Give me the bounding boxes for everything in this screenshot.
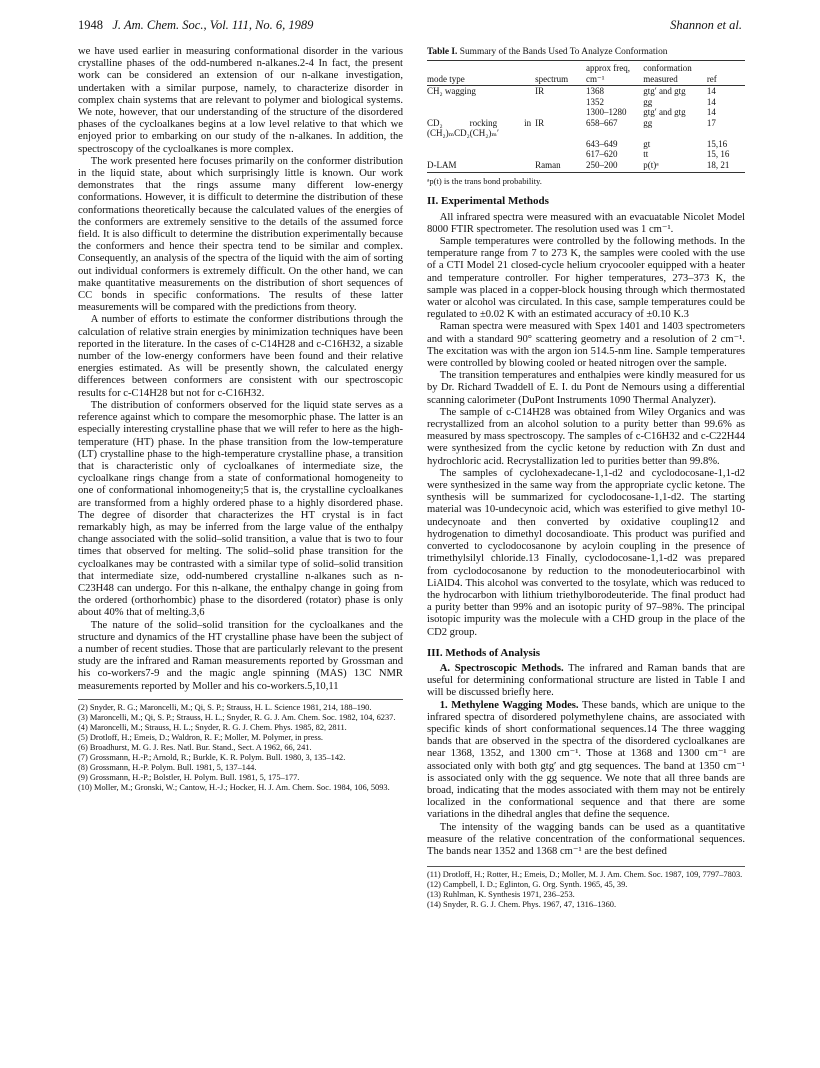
table-cell: 658–667 [585,117,618,128]
footnote: (6) Broadhurst, M. G. J. Res. Natl. Bur. Stand., Sect. A 1962, 66, 241. [78,742,312,752]
table-row [427,97,745,108]
table-cell: 617–620 [585,149,618,160]
table-cell: 17 [706,117,716,128]
bands-table [427,60,745,173]
paragraph [427,663,745,700]
paragraph: The samples of cyclohexadecane-1,1-d2 and cyclodocosane-1,1-d2 were synthesized in the same way from the appropriate cyclic ketone. The synthesis will be summarized for cyclodocosane-1,1-d2. The starting material was 10-undecynoic acid, which was esterified to give methyl 10-undecynoate and then converted by oxidative coupling12 and hydrogenation to dimethyl docosandioate. This product was purified and converted to cyclodocosanone by acyloin coupling in the presence of trimethylsilyl chloride.13 Finally, cyclodocosane-1,1-d2 was prepared from cyclodocosanone by reduction to the monodeuteriocarbinol with LiAlD4. This alcohol was converted to the tosylate, which was reduced to the hydrocarbon with lithium triethylborodeuteride. The final product had a purity better than 99% and an isotopic purity of 97–98%. The principal isotopic impurity was the molecule with a CHD group in the place of the CD2 group. [427,467,745,638]
table-cell: 1368 [585,86,604,97]
table-cell: 14 [706,96,716,107]
table-cell [535,107,586,118]
paragraph: we have used earlier in measuring conformational disorder in the various crystalline phases of the odd-numbered n-alkanes.2-4 In fact, the present work can be considered an extension of our n-alkane investigation, undertaken with a similar purpose, namely, to characterize disorder in complex chain systems that are relevant to polymer and biological systems. We note, however, that our understanding of the structure of the disordered phases of the cycloalkanes begins at a low level relative to that which we enjoyed prior to embarking on our study of the n-alkanes. In addition, the spectroscopy of the cycloalkanes is more complex. [78,46,403,155]
footnote: (9) Grossmann, H.-P.; Bolstler, H. Polym. Bull. 1981, 5, 175–177. [78,772,300,782]
table-cell: 14 [706,86,716,97]
table-cell: 15,16 [706,138,728,149]
table-cell [427,107,535,118]
paragraph: The transition temperatures and enthalpies were kindly measured for us by Dr. Richard Twaddell of E. I. du Pont de Nemours using a differential scanning calorimeter (DuPont Instruments 1090 Thermal Analyzer). [427,370,745,406]
paragraph: The work presented here focuses primarily on the conformer distribution in the liquid state, about which surprisingly little is known. Our work demonstrates that the rings assume many different low-energy conformations. However, it is difficult to determine the distribution of these conformations theoretically because the calculated values of the energies of the conformers are extremely sensitive to the details of the assumed force field. It is also difficult to determine the distribution experimentally because the conformers and hence their spectra tend to be similar and complex. Consequently, an analysis of the spectra of the liquid with the aim of sorting out individual conformers is extremely difficult. On the other hand, we can make quantitative measurements on the distribution of short sequences of CC bonds in specific conformations. The results of these latter measurements will be compared with the predictions from theory. [78,155,403,314]
table-row [427,107,745,118]
table-cell: D-LAM [427,160,535,173]
table-cell: gtg′ and gtg [643,107,686,118]
footnotes-left [78,699,403,793]
table-cell: IR [535,117,545,128]
paragraph-text: The infrared and Raman bands that are useful for determining conformational structure are listed in Table I and will be discussed briefly here. [427,662,745,699]
footnote: (5) Drotloff, H.; Emeis, D.; Waldron, R. F.; Moller, M. Polymer, in press. [78,732,323,742]
table-cell [427,149,535,160]
paragraph: The nature of the solid–solid transition for the cycloalkanes and the structure and dynamics of the HT crystalline phase have been the subject of a number of recent studies. Those that are particularly relevant to the present study are the infrared and Raman measurements reported by Grossman and his co-workers7-9 and the magic angle spinning (MAS) 13C NMR measurements reported by Moller and his co-workers.5,10,11 [78,619,403,692]
table-cell: 1352 [585,96,604,107]
table-cell: 15, 16 [706,149,730,160]
table-cell: CH₂ wagging [427,86,476,97]
item-title: 1. Methylene Wagging Modes. [439,699,579,711]
table-cell [427,139,535,150]
page-header [78,18,742,36]
table-cell: gg [643,117,653,128]
table-cell: p(t)ᵃ [643,160,707,173]
table-header-cell: spectrum [535,61,586,86]
table-cell [535,139,586,150]
table-row [427,149,745,160]
paragraph: The intensity of the wagging bands can be used as a quantitative measure of the relative concentration of the conformational sequences. The bands near 1352 and 1368 cm⁻¹ are the best defined [427,821,745,857]
footnote: (2) Snyder, R. G.; Maroncelli, M.; Qi, S. P.; Strauss, H. L. Science 1981, 214, 188–190. [78,702,372,712]
section-title: III. Methods of Analysis [427,646,541,659]
page-number: 1948 [78,18,103,32]
footnote: (3) Maroncelli, M.; Qi, S. P.; Strauss, H. L.; Snyder, R. G. J. Am. Chem. Soc. 1982, 104, 6237. [78,712,396,722]
table-header-cell: approx freq, cm⁻¹ [586,61,643,86]
footnote: (14) Snyder, R. G. J. Chem. Phys. 1967, 47, 1316–1360. [427,900,617,910]
table-label: Table I. [427,47,458,57]
footnote: (12) Campbell, I. D.; Eglinton, G. Org. Synth. 1965, 45, 39. [427,880,628,890]
paragraph: Sample temperatures were controlled by the following methods. In the temperature range from 7 to 273 K, the samples were cooled with the use of a CTI Model 21 closed-cycle helium cryocooler equipped with a heater and temperature controller. For higher temperatures, 273–373 K, the sample was placed in a copper-block housing through which thermostated water or alcohol was circulated. In this case, sample temperatures could be regulated to ±0.02 K with an estimated accuracy of ±0.10 K.3 [427,236,745,321]
footnote: (8) Grossmann, H.-P. Polym. Bull. 1981, 5, 137–144. [78,762,257,772]
paragraph: A number of efforts to estimate the conformer distributions through the calculation of relative strain energies by minimization techniques have been reported in the literature. In the cases of c-C14H28 and c-C16H32, a sizable number of the low-energy conformers have been found and their relative energies estimated. As will be presently shown, the calculated energy differences between conformers are consistent with our spectroscopic results for c-C14H28 but not for c-C16H32. [78,314,403,399]
footnote: (11) Drotloff, H.; Rotter, H.; Emeis, D.; Moller, M. J. Am. Chem. Soc. 1987, 109, 7797–7803. [427,870,743,880]
table-row [427,86,745,97]
table-header-cell: conformation measured [643,61,707,86]
section-title: II. Experimental Methods [427,195,549,208]
table-cell: 250–200 [586,160,643,173]
table-cell: 14 [706,107,716,118]
table-cell: gg [643,96,653,107]
table-cell: 1300–1280 [585,107,627,118]
table-cell: IR [535,86,545,97]
footnote: (10) Moller, M.; Gronski, W.; Cantow, H.-J.; Hocker, H. J. Am. Chem. Soc. 1984, 106, 5093. [78,782,390,792]
table-cell: gt [643,138,651,149]
table-footnote: ᵃp(t) is the trans bond probability. [427,176,542,187]
table-header-cell: mode type [427,61,535,86]
table-row [427,139,745,150]
header-authors: Shannon et al. [670,18,742,32]
table-header-row [427,61,745,86]
table-cell: 18, 21 [707,160,745,173]
table-cell [535,149,586,160]
table-cell: 643–649 [585,138,618,149]
left-column [78,46,403,793]
table-cell [535,97,586,108]
paragraph [427,700,745,822]
footnote: (13) Ruhlman, K. Synthesis 1971, 236–253. [427,890,575,900]
table-caption [427,46,745,58]
paragraph-text: These bands, which are unique to the infrared spectra of disordered polymethylene chains, are associated with specific kinds of short conformational sequences.14 The three wagging bands that are observed in the spectra of the disordered cycloalkanes are near 1368, 1352, and 1300 cm⁻¹. Those at 1368 and 1300 cm⁻¹ are associated only with both gtg′ and gtg sequences. The band at 1350 cm⁻¹ is associated only with the gg sequence. We note that all three bands are broad, indicating that the modes associated with them may not be entirely localized in the conformational sequence and that there are some variations in the dihedral angles that define the sequence. [427,699,745,821]
paragraph: All infrared spectra were measured with an evacuatable Nicolet Model 8000 FTIR spectrometer. The resolution used was 1 cm⁻¹. [427,211,745,235]
table-cell: gtg′ and gtg [643,86,686,97]
footnote: (4) Maroncelli, M.; Strauss, H. L.; Snyder, R. G. J. Chem. Phys. 1985, 82, 2811. [78,722,347,732]
footnote: (7) Grossmann, H.-P.; Arnold, R.; Burkle, K. R. Polym. Bull. 1980, 3, 135–142. [78,752,346,762]
paragraph: The distribution of conformers observed for the liquid state serves as a reference against which to compare the mesomorphic phase. The latter is an especially interesting crystalline phase that we will refer to here as the high-temperature (HT) phase. In the phase transition from the low-temperature (LT) crystalline phase to the high-temperature crystalline phase, a transition that is characteristic only of cycloalkanes of intermediate size, the cycloalkane rings change from a state of conformational homogeneity to one of conformational inhomogeneity;5 that is, the crystalline cycloalkanes are transformed from a highly ordered phase to a highly disordered phase. The degree of disorder that characterizes the HT crystal is in fact remarkably high, as may be inferred from the large value of the enthalpy change associated with the solid–solid transition, a value that is two to four times that observed for melting. The solid–solid phase transition for the cycloalkanes may be contrasted with a similar type of solid–solid transition that intermediate size, odd-numbered crystalline n-alkanes such as n-C23H48 can undergo. For this n-alkane, the enthalpy change in going from the ordered (orthorhombic) phase to the disordered (rotator) phase is only about 40% that of melting.3,6 [78,399,403,619]
journal-citation: J. Am. Chem. Soc., Vol. 111, No. 6, 1989 [112,18,314,32]
subsection-title: A. Spectroscopic Methods. [439,662,564,674]
table-header-cell: ref [707,61,745,86]
table-cell: tt [643,149,649,160]
table-cell: CD₂ rocking in (CH₂)ₘCD₂(CH₂)ₘ′ [427,117,532,139]
table-cell [427,97,535,108]
table-row [427,118,745,139]
table-cell: Raman [535,160,586,173]
paragraph: The sample of c-C14H28 was obtained from Wiley Organics and was recrystallized from an alcohol solution to a purity better than 99.6% as measured by mass spectroscopy. The samples of c-C16H32 and c-C22H44 were synthesized from the cyclic ketone by reduction with Zn dust and hydrochloric acid. Recrystallization led to purities better than 99.8%. [427,406,745,467]
right-column [427,46,745,910]
table-title: Summary of the Bands Used To Analyze Conformation [459,47,668,57]
header-left [78,18,313,33]
footnotes-right [427,866,745,910]
paragraph: Raman spectra were measured with Spex 1401 and 1403 spectrometers and with a standard 90° scattering geometry and a resolution of 2 cm⁻¹. The excitation was with the argon ion 514.5-nm line. Sample temperatures were controlled by blowing cooled or heated nitrogen over the sample. [427,321,745,370]
table-row [427,160,745,173]
